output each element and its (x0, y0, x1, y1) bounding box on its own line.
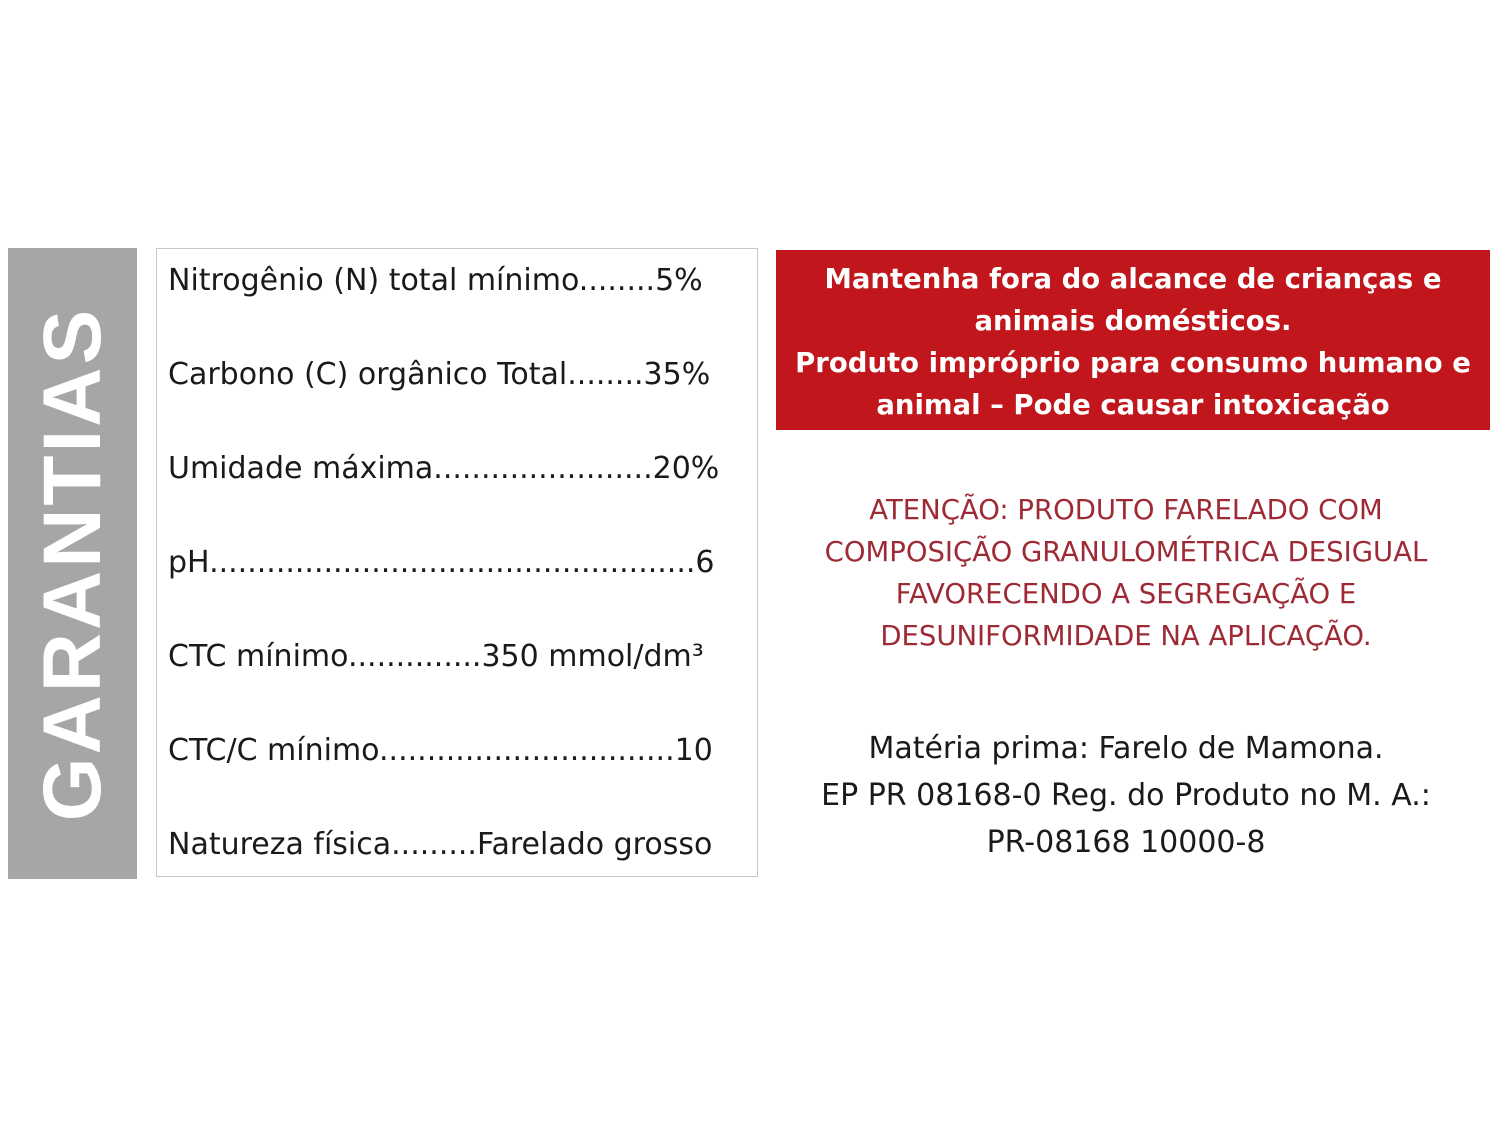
safety-warning-line: animais domésticos. (974, 305, 1292, 337)
guarantee-nitrogen: Nitrogênio (N) total mínimo........5% (168, 263, 703, 298)
attention-line: ATENÇÃO: PRODUTO FARELADO COM (869, 494, 1383, 526)
guarantee-carbon: Carbono (C) orgânico Total........35% (168, 357, 711, 392)
guarantee-physical-nature: Natureza física.........Farelado grosso (168, 827, 713, 862)
guarantees-box (156, 248, 758, 877)
safety-warning-line: Produto impróprio para consumo humano e (795, 347, 1471, 379)
safety-warning-line: animal – Pode causar intoxicação (876, 389, 1390, 421)
registration-line: EP PR 08168-0 Reg. do Produto no M. A.: (821, 778, 1431, 813)
attention-notice (776, 489, 1476, 657)
guarantee-ctc: CTC mínimo..............350 mmol/dm³ (168, 639, 704, 674)
registration-line: PR-08168 10000-8 (986, 825, 1266, 860)
attention-line: COMPOSIÇÃO GRANULOMÉTRICA DESIGUAL (824, 536, 1428, 568)
guarantee-ctc-c: CTC/C mínimo...............................10 (168, 733, 713, 768)
guarantee-humidity: Umidade máxima.......................20% (168, 451, 720, 486)
garantias-side-bar (8, 248, 137, 879)
garantias-label: GARANTIAS (26, 306, 118, 821)
registration-info (776, 725, 1476, 866)
guarantee-ph: pH...................................................6 (168, 545, 715, 580)
registration-line: Matéria prima: Farelo de Mamona. (868, 731, 1384, 766)
safety-warning-box (776, 250, 1490, 430)
attention-line: DESUNIFORMIDADE NA APLICAÇÃO. (880, 620, 1372, 652)
attention-line: FAVORECENDO A SEGREGAÇÃO E (895, 578, 1357, 610)
safety-warning-line: Mantenha fora do alcance de crianças e (824, 263, 1442, 295)
